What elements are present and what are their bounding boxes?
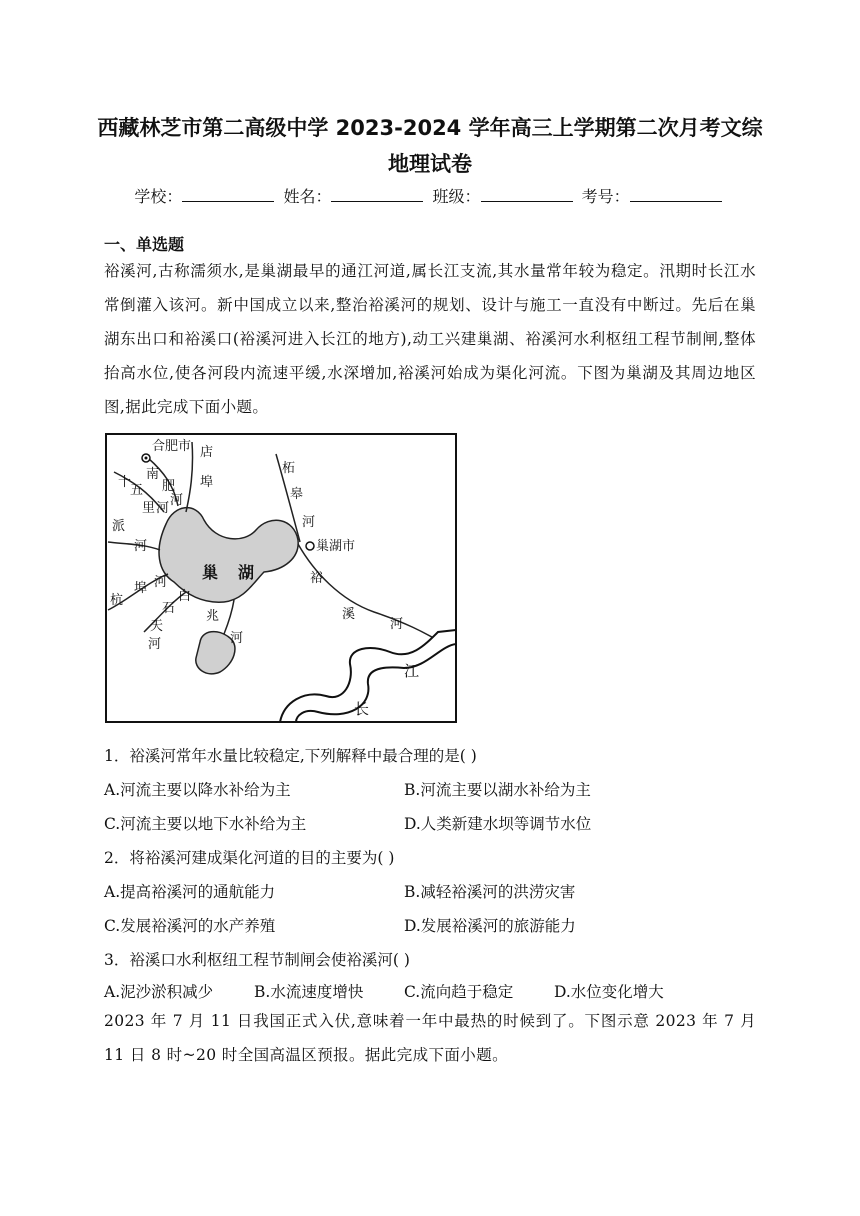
passage-yuxi-river: 裕溪河,古称濡须水,是巢湖最早的通江河道,属长江支流,其水量常年较为稳定。汛期时长江水常倒灌入该河。新中国成立以来,整治裕溪河的规划、设计与施工一直没有中断过。先后在巢湖东出口和裕溪口(裕溪河进入长江的地方),动工兴建巢湖、裕溪河水利枢纽工程节制闸,整体抬高水位,使各河段内流速平缓,水深增加,裕溪河始成为渠化河流。下图为巢湖及其周边地区图,据此完成下面小题。 (104, 262, 756, 416)
label-yangtze-1: 江 (404, 662, 420, 680)
label-shiwuli-1: 十 (118, 475, 132, 490)
label-yuxi-2: 溪 (342, 607, 356, 622)
name-blank[interactable] (331, 185, 423, 202)
class-blank[interactable] (481, 185, 573, 202)
question-2-option-b[interactable]: B.减轻裕溪河的洪涝灾害 (404, 883, 576, 901)
school-blank[interactable] (182, 185, 274, 202)
passage-heat-forecast: 2023 年 7 月 11 日我国正式入伏,意味着一年中最热的时候到了。下图示意 2023 年 7 月 11 日 8 时~20 时全国高温区预报。据此完成下面小题。 (104, 1012, 756, 1064)
label-chaohu-city: 巢湖市 (316, 539, 356, 554)
hefei-city-center (145, 457, 148, 460)
question-2-option-d[interactable]: D.发展裕溪河的旅游能力 (404, 917, 576, 935)
label-dianbu-2: 埠 (200, 475, 214, 490)
label-yuxi-3: 河 (390, 617, 404, 632)
label-nanfei-1: 南 (146, 467, 160, 482)
question-3-stem: 3．裕溪口水利枢纽工程节制闸会使裕溪河( ) (104, 951, 410, 969)
label-yuxi-1: 裕 (310, 571, 324, 586)
label-shiwuli-3: 里 (142, 501, 156, 516)
label-hefei: 合肥市 (152, 439, 192, 454)
question-2-option-c[interactable]: C.发展裕溪河的水产养殖 (104, 917, 276, 935)
section-heading: 一、单选题 (104, 235, 185, 254)
question-2-stem: 2．将裕溪河建成渠化河道的目的主要为( ) (104, 849, 395, 867)
student-info-line (0, 184, 860, 207)
label-lake-2: 湖 (238, 563, 255, 582)
label-lake-1: 巢 (202, 563, 219, 582)
label-hangbu-3: 河 (154, 575, 168, 590)
name-label: 姓名： (283, 187, 332, 206)
label-hangbu-1: 杭 (110, 593, 124, 608)
label-yangtze-2: 长 (354, 700, 370, 718)
label-baishitian-3: 天 (150, 619, 164, 634)
question-3-option-a[interactable]: A.泥沙淤积减少 (104, 983, 214, 1001)
chaohu-region-map (104, 432, 458, 724)
question-3-option-c[interactable]: C.流向趋于稳定 (404, 983, 514, 1001)
label-nanfei-3: 河 (170, 493, 184, 508)
label-zhegao-1: 柘 (282, 461, 296, 476)
label-zhaohe-2: 河 (230, 631, 244, 646)
label-pai-1: 派 (112, 519, 126, 534)
question-3-option-d[interactable]: D.水位变化增大 (554, 983, 664, 1001)
label-pai-2: 河 (134, 539, 148, 554)
label-baishitian-2: 石 (162, 601, 176, 616)
document-title-line1: 西藏林芝市第二高级中学 2023-2024 学年高三上学期第二次月考文综 (97, 116, 763, 140)
label-dianbu-1: 店 (200, 445, 214, 460)
question-1-stem: 1．裕溪河常年水量比较稳定,下列解释中最合理的是( ) (104, 747, 477, 765)
label-baishitian-1: 白 (178, 589, 192, 604)
label-nanfei-2: 肥 (162, 479, 176, 494)
label-hangbu-2: 埠 (134, 581, 148, 596)
label-zhaohe-1: 兆 (206, 609, 220, 624)
exam-number-label: 考号： (581, 187, 630, 206)
label-zhegao-2: 皋 (290, 487, 304, 502)
question-1-option-a[interactable]: A.河流主要以降水补给为主 (104, 781, 291, 799)
document-title-line2: 地理试卷 (388, 152, 472, 176)
class-label: 班级： (432, 187, 481, 206)
label-shiwuli-2: 五 (130, 483, 144, 498)
label-zhegao-3: 河 (302, 515, 316, 530)
question-1-option-b[interactable]: B.河流主要以湖水补给为主 (404, 781, 591, 799)
exam-number-blank[interactable] (630, 185, 722, 202)
question-2-option-a[interactable]: A.提高裕溪河的通航能力 (104, 883, 276, 901)
label-shiwuli-4: 河 (156, 501, 170, 516)
question-1-option-d[interactable]: D.人类新建水坝等调节水位 (404, 815, 592, 833)
chaohu-city-dot (306, 542, 314, 550)
question-1-option-c[interactable]: C.河流主要以地下水补给为主 (104, 815, 307, 833)
label-baishitian-4: 河 (148, 637, 162, 652)
question-3-option-b[interactable]: B.水流速度增快 (254, 983, 364, 1001)
school-label: 学校： (134, 187, 183, 206)
